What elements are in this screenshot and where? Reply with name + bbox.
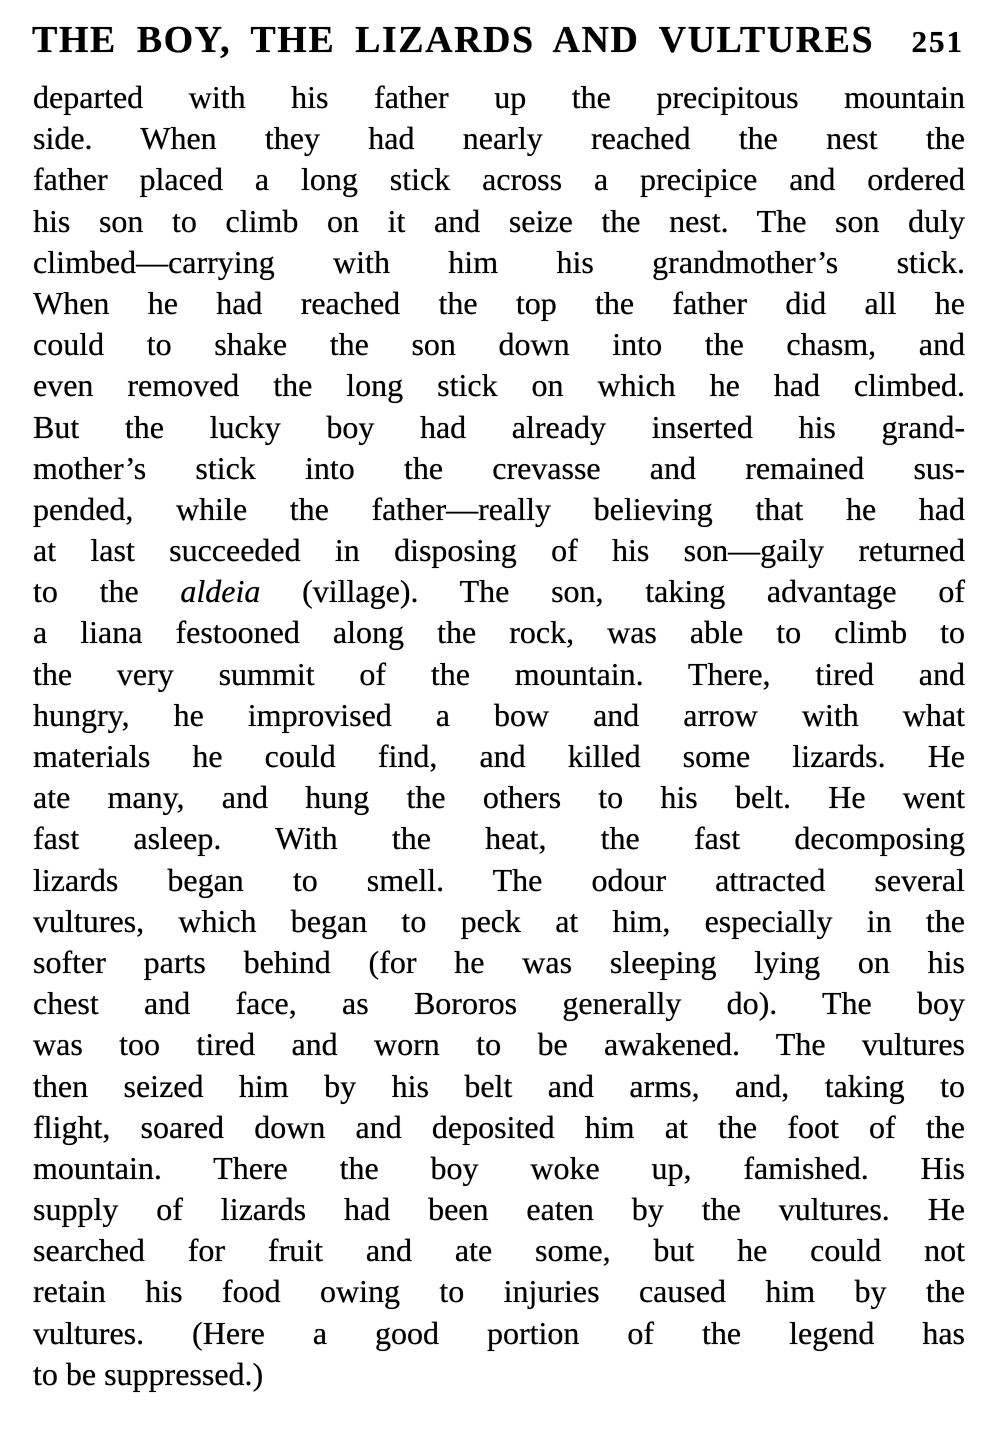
- line-segment: hungry, he improvised a bow and arrow with what: [33, 696, 965, 733]
- text-line: [33, 695, 965, 736]
- text-line: [33, 612, 965, 653]
- text-line: [33, 530, 965, 571]
- line-segment: then seized him by his belt and arms, and, taking to: [33, 1067, 965, 1104]
- line-segment: his son to climb on it and seize the nest. The son duly: [33, 202, 965, 239]
- line-segment: chest and face, as Bororos generally do). The boy: [33, 985, 965, 1022]
- line-segment: was too tired and worn to be awakened. The vultures: [33, 1026, 965, 1063]
- line-segment: materials he could find, and killed some lizards. He: [33, 738, 965, 774]
- text-line: [33, 159, 965, 200]
- text-line: [33, 365, 965, 406]
- text-line: [33, 283, 965, 324]
- text-line: [33, 1354, 965, 1395]
- text-line: [33, 736, 965, 777]
- text-line: [33, 1024, 965, 1065]
- line-segment: climbed—carrying with him his grandmother’s stick.: [33, 243, 965, 280]
- line-segment: pended, while the father—really believing that he had: [33, 490, 965, 527]
- line-segment: ate many, and hung the others to his belt. He went: [33, 779, 965, 816]
- line-segment: mother’s stick into the crevasse and remained sus-: [33, 449, 965, 486]
- line-segment: a liana festooned along the rock, was able to climb to: [33, 614, 965, 651]
- text-line: [33, 777, 965, 818]
- line-segment: the very summit of the mountain. There, tired and: [33, 655, 965, 692]
- line-segment: vultures, which began to peck at him, especially in the: [33, 902, 965, 939]
- line-segment: retain his food owing to injuries caused him by the: [33, 1273, 965, 1310]
- text-line: [33, 448, 965, 489]
- text-line: [33, 571, 965, 612]
- line-segment: side. When they had nearly reached the nest the: [33, 120, 965, 157]
- text-line: [33, 1230, 965, 1271]
- text-line: [33, 901, 965, 942]
- text-line: [33, 1107, 965, 1148]
- line-segment: even removed the long stick on which he had climbed.: [33, 367, 965, 404]
- page-number: 251: [911, 24, 964, 59]
- text-line: [33, 942, 965, 983]
- line-segment: supply of lizards had been eaten by the vultures. He: [33, 1191, 965, 1228]
- line-segment: mountain. There the boy woke up, famished. His: [33, 1149, 965, 1186]
- running-title: THE BOY, THE LIZARDS AND VULTURES: [32, 19, 875, 61]
- line-segment: to be suppressed.): [33, 1355, 264, 1392]
- text-line: [33, 1066, 965, 1107]
- line-segment: vultures. (Here a good portion of the legend has: [33, 1314, 965, 1351]
- line-segment: But the lucky boy had already inserted his grand-: [33, 408, 965, 445]
- text-line: [33, 118, 965, 159]
- line-segment: searched for fruit and ate some, but he could not: [33, 1232, 965, 1269]
- line-segment: to the: [33, 573, 181, 610]
- text-line: [33, 1313, 965, 1354]
- line-segment: flight, soared down and deposited him at the foot of the: [33, 1108, 965, 1145]
- text-line: [33, 654, 965, 695]
- text-line: [33, 983, 965, 1024]
- line-segment: softer parts behind (for he was sleeping lying on his: [33, 943, 965, 980]
- line-segment: departed with his father up the precipitous mountain: [33, 79, 965, 115]
- text-line: [33, 201, 965, 242]
- text-line: [33, 1148, 965, 1189]
- line-segment: could to shake the son down into the chasm, and: [33, 326, 965, 363]
- text-line: [33, 324, 965, 365]
- text-line: [33, 242, 965, 283]
- text-line: [33, 489, 965, 530]
- line-segment: When he had reached the top the father did all he: [33, 284, 965, 321]
- line-segment: father placed a long stick across a precipice and ordered: [33, 161, 965, 198]
- line-segment: lizards began to smell. The odour attracted several: [33, 861, 965, 898]
- text-line: [33, 77, 965, 118]
- line-segment: (village). The son, taking advantage of: [260, 573, 966, 610]
- text-line: [33, 1271, 965, 1312]
- text-line: [33, 860, 965, 901]
- page-header: [32, 18, 964, 62]
- body-text: [33, 77, 965, 1395]
- italic-word: aldeia: [180, 573, 261, 610]
- text-line: [33, 1189, 965, 1230]
- text-line: [33, 818, 965, 859]
- line-segment: fast asleep. With the heat, the fast decomposing: [33, 820, 965, 857]
- text-line: [33, 407, 965, 448]
- line-segment: at last succeeded in disposing of his son—gaily returned: [33, 532, 965, 569]
